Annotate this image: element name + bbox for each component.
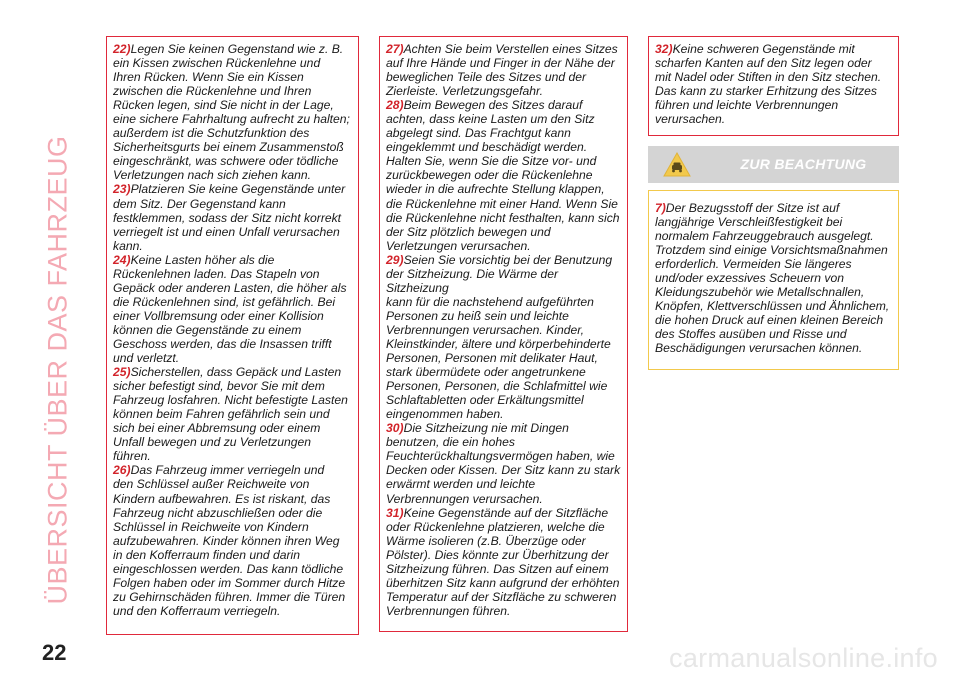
- warning-text: Keine Lasten höher als die Rückenlehnen laden. Das Stapeln von Gepäck oder anderen Lasten, die höher als die Rückenlehnen sind, ist gefährlich. Bei einer Vollbremsung oder einer Kollision können die Gegenstände zu einem Geschoss werden, das die Insassen trifft und verletzt.: [113, 252, 347, 366]
- note-title: ZUR BEACHTUNG: [740, 156, 867, 172]
- warning-number: 30): [386, 421, 404, 436]
- warning-text: Keine Gegenstände auf der Sitzfläche oder Rückenlehne platzieren, welche die Wärme isolieren (z.B. Überzüge oder Pölster). Dies könnte zur Überhitzung der Sitzheizung führen. Das Sitzen auf einem überhitzen Sitz kann aufgrund der erhöhten Temperatur auf der Sitzfläche zu schweren Verbrennungen führen.: [386, 505, 620, 618]
- warning-paragraph: [113, 365, 352, 463]
- warning-paragraph: [655, 42, 892, 126]
- warning-text: Platzieren Sie keine Gegenstände unter dem Sitz. Der Gegenstand kann festklemmen, sodass der Sitz nicht korrekt verriegelt ist und einen Unfall verursachen kann.: [113, 182, 346, 253]
- warning-number: 28): [386, 98, 404, 113]
- warning-text: Sicherstellen, dass Gepäck und Lasten sicher befestigt sind, bevor Sie mit dem Fahrzeug losfahren. Nicht befestigte Lasten können beim Fahren gefährlich sein und sich bei einer Abbremsung oder einem Unfall bewegen und zu Verletzungen führen.: [113, 365, 348, 464]
- warning-text: Beim Bewegen des Sitzes darauf achten, dass keine Lasten um den Sitz abgelegt sind. Das Frachtgut kann eingeklemmt und beschädigt werden. Halten Sie, wenn Sie die Sitze vor- und zurückbewegen oder die Rückenlehne wieder in die aufrechte Stellung klappen, die Rückenlehne mit einer Hand. Wenn Sie die Rückenlehne nicht festhalten, kann sich der Sitz plötzlich bewegen und Verletzungen verursachen.: [386, 98, 620, 253]
- warning-paragraph: [113, 463, 352, 618]
- watermark: carmanualsonline.info: [669, 643, 938, 673]
- warning-number: 24): [113, 252, 131, 267]
- warning-text: Achten Sie beim Verstellen eines Sitzes auf Ihre Hände und Finger in der Nähe der beweglichen Teile des Sitzes und der Zierleiste. Verletzungsgefahr.: [386, 42, 618, 99]
- warning-text: Die Sitzheizung nie mit Dingen benutzen, die ein hohes Feuchterückhaltungsvermögen haben, wie Decken oder Kissen. Der Sitz kann zu stark erwärmt werden und leichte Verbrennungen verursachen.: [386, 421, 621, 506]
- warning-paragraph: [386, 421, 621, 505]
- warning-text: Legen Sie keinen Gegenstand wie z. B. ein Kissen zwischen Rückenlehne und Ihren Rücken. Wenn Sie ein Kissen zwischen die Rückenlehne und Ihren Rücken legen, sind Sie nicht in der Lage, eine sichere Fahrhaltung aufrecht zu halten; außerdem ist die Schutzfunktion des Sicherheitsgurts bei einem Zusammenstoß eingeschränkt, was schwere oder tödliche Verletzungen nach sich ziehen kann.: [113, 42, 350, 183]
- section-title: ÜBERSICHT ÜBER DAS FAHRZEUG: [42, 135, 73, 605]
- warning-text: Seien Sie vorsichtig bei der Benutzung der Sitzheizung. Die Wärme der Sitzheizung kann für die nachstehend aufgeführten Personen zu heiß sein und leichte Verbrennungen verursachen. Kinder, Kleinstkinder, ältere und körperbehinderte Personen, Personen mit delikater Haut, stark übermüdete oder angetrunkene Personen, Personen, die Schlafmittel wie Schlaftabletten oder Erkältungsmittel eingenommen haben.: [386, 252, 613, 422]
- content-column-3: [648, 36, 899, 136]
- warning-paragraph: [386, 253, 621, 422]
- warning-number: 31): [386, 505, 404, 520]
- note-body: [648, 190, 899, 370]
- note-text: Der Bezugsstoff der Sitze ist auf langjährige Verschleißfestigkeit bei normalem Fahrzeuggebrauch ausgelegt. Trotzdem sind einige Vorsichtsmaßnahmen erforderlich. Vermeiden Sie längeres und/oder exzessives Scheuern von Kleidungszubehör wie Metallschnallen, Knöpfen, Klettverschlüssen und Ähnlichem, die hohen Druck auf einen kleinen Bereich des Stoffes ausüben und Risse und Beschädigungen verursachen können.: [655, 201, 890, 356]
- warning-text: Keine schweren Gegenstände mit scharfen Kanten auf den Sitz legen oder mit Nadel oder Stiften in den Sitz stechen. Das kann zu starker Erhitzung des Sitzes führen und leichte Verbrennungen verursachen.: [655, 42, 882, 127]
- page-number: 22: [42, 640, 67, 665]
- warning-paragraph: [386, 42, 621, 98]
- warning-number: 23): [113, 182, 131, 197]
- warning-paragraph: [113, 42, 352, 182]
- note-number: 7): [655, 201, 666, 215]
- content-column-2: [379, 36, 628, 632]
- warning-number: 25): [113, 365, 131, 380]
- warning-number: 29): [386, 252, 404, 267]
- warning-paragraph: [386, 98, 621, 253]
- warning-text: Das Fahrzeug immer verriegeln und den Schlüssel außer Reichweite von Kindern aufbewahren. Es ist riskant, das Fahrzeug nicht abzuschließen oder die Schlüssel in Reichweite von Kindern aufzubewahren. Kinder können ihren Weg in den Kofferraum finden und darin eingeschlossen werden. Das kann tödliche Folgen haben oder im Sommer durch Hitze zu Gehirnschäden führen. Immer die Türen und den Kofferraum verriegeln.: [113, 463, 346, 618]
- warning-number: 32): [655, 42, 673, 56]
- warning-paragraph: [113, 253, 352, 365]
- content-column-1: [106, 36, 359, 635]
- note-paragraph: [655, 201, 892, 356]
- warning-paragraph: [386, 506, 621, 618]
- note-header: [648, 146, 899, 183]
- warning-number: 26): [113, 463, 131, 478]
- warning-car-icon: [663, 152, 691, 177]
- warning-number: 22): [113, 42, 131, 56]
- warning-number: 27): [386, 42, 404, 56]
- warning-paragraph: [113, 182, 352, 252]
